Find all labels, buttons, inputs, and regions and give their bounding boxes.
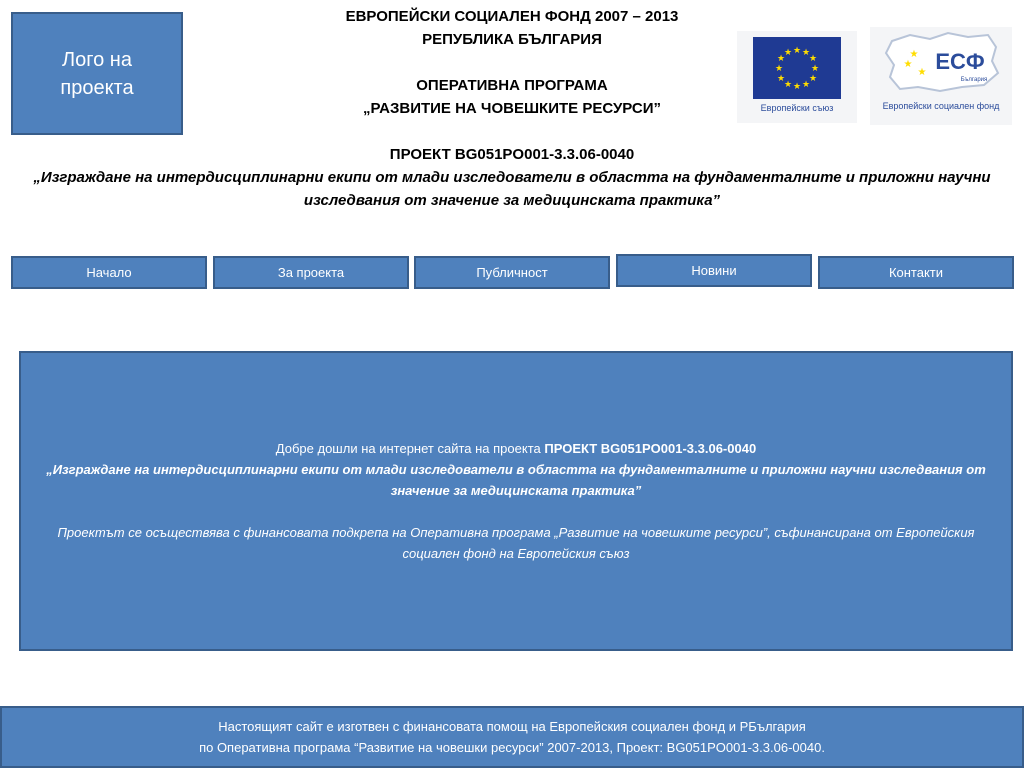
header-fund-title: ЕВРОПЕЙСКИ СОЦИАЛЕН ФОНД 2007 – 2013	[345, 8, 679, 25]
footer-line-1: Настоящият сайт е изготвен с финансовата помощ на Европейския социален фонд и РБългария	[218, 719, 806, 734]
welcome-panel	[19, 351, 1013, 651]
eu-logo	[737, 31, 857, 123]
esf-logo-sub: България	[960, 77, 988, 83]
eu-flag-icon	[753, 37, 841, 99]
svg-text:★: ★	[808, 74, 818, 84]
footer-line-2: по Оперативна програма “Развитие на човешки ресурси” 2007-2013, Проект: BG051PO001-3.3.06-0040.	[199, 740, 825, 755]
esf-map-icon	[870, 27, 1012, 101]
nav-home-label: Начало	[86, 265, 132, 280]
nav-news-label: Новини	[691, 263, 737, 278]
welcome-line	[276, 438, 756, 459]
nav-about-label: За проекта	[277, 265, 345, 280]
esf-logo-label: Европейски социален фонд	[882, 101, 1000, 111]
esf-logo-text: ЕСФ	[935, 49, 985, 74]
logo-placeholder-text: Лого на проекта	[60, 48, 134, 99]
svg-text:★: ★	[776, 54, 786, 64]
svg-text:★: ★	[917, 67, 927, 78]
svg-text:★: ★	[792, 46, 802, 56]
nav-about-button[interactable]	[213, 256, 409, 289]
nav-contacts-button[interactable]	[818, 256, 1014, 289]
svg-text:★: ★	[909, 49, 919, 60]
nav-publicity-label: Публичност	[476, 265, 548, 280]
svg-text:★: ★	[808, 54, 818, 64]
welcome-project-title: „Изграждане на интердисциплинарни екипи от млади изследователи в областта на фундаменталните и приложни научни изследвания от значение за медицинската практика”	[46, 462, 986, 498]
nav-home-button[interactable]	[11, 256, 207, 289]
funding-note: Проектът се осъществява с финансовата подкрепа на Оперативна програма „Развитие на човешките ресурси”, съфинансирана от Европейския социален фонд на Европейския съюз	[57, 525, 975, 561]
header-project-title: „Изграждане на интердисциплинарни екипи от млади изследователи в областта на фундаменталните и приложни научни изследвания от значение за медицинската практика”	[33, 169, 991, 209]
welcome-text: Добре дошли на интернет сайта на проекта	[275, 441, 545, 456]
esf-logo	[870, 27, 1012, 125]
header-programme-name: „РАЗВИТИЕ НА ЧОВЕШКИТЕ РЕСУРСИ”	[362, 100, 662, 117]
welcome-project-code: ПРОЕКТ BG051PO001-3.3.06-0040	[544, 441, 757, 456]
svg-text:★: ★	[776, 74, 786, 84]
eu-logo-label: Европейски съюз	[760, 103, 834, 113]
header-country: РЕПУБЛИКА БЪЛГАРИЯ	[422, 31, 602, 48]
svg-text:★: ★	[903, 59, 913, 70]
nav-news-button[interactable]	[616, 254, 812, 287]
svg-text:★: ★	[810, 64, 820, 74]
nav-contacts-label: Контакти	[888, 265, 944, 280]
nav-publicity-button[interactable]	[414, 256, 610, 289]
svg-text:★: ★	[801, 80, 811, 90]
svg-text:★: ★	[792, 82, 802, 92]
page-footer	[0, 706, 1024, 768]
header-programme: ОПЕРАТИВНА ПРОГРАМА	[416, 77, 608, 94]
svg-text:★: ★	[783, 80, 793, 90]
svg-text:★: ★	[774, 64, 784, 74]
svg-text:★: ★	[801, 48, 811, 58]
header-project-code: ПРОЕКТ BG051PO001-3.3.06-0040	[389, 146, 635, 163]
svg-text:★: ★	[783, 48, 793, 58]
